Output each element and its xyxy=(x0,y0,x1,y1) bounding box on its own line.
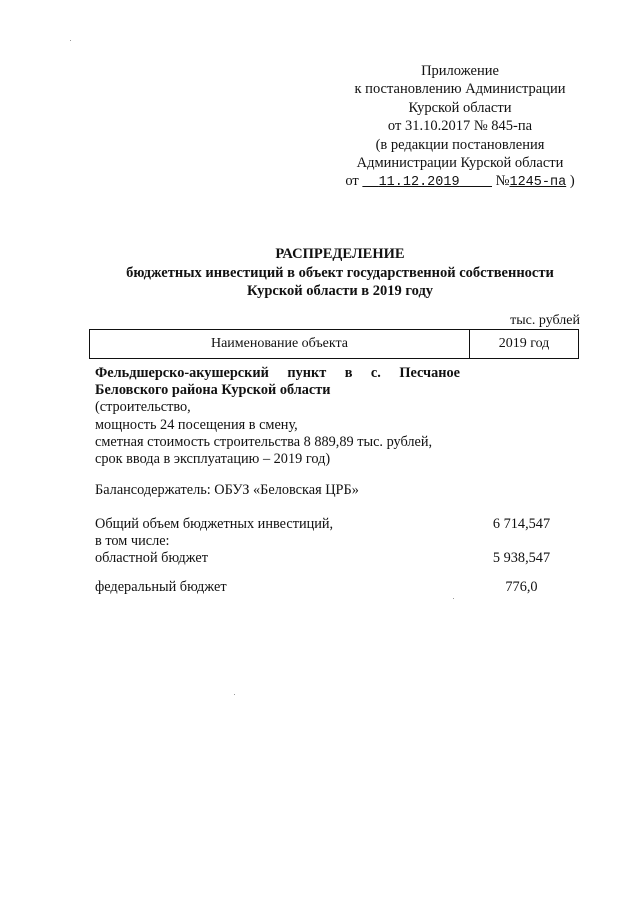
scan-speck xyxy=(234,694,235,695)
total-value: 6 714,547 xyxy=(492,516,551,532)
resolution-number: 1245-па xyxy=(509,175,567,191)
title-line-1: РАСПРЕДЕЛЕНИЕ xyxy=(275,246,405,262)
federal-budget-label: федеральный бюджет xyxy=(95,579,227,595)
appendix-line-5: (в редакции постановления xyxy=(375,136,545,153)
column-header-year: 2019 год xyxy=(498,336,550,351)
date-prefix: от xyxy=(345,173,359,190)
number-prefix: № xyxy=(495,173,510,190)
column-header-name: Наименование объекта xyxy=(90,330,470,358)
appendix-line-1: Приложение xyxy=(421,63,499,79)
object-name-line-1: Фельдшерско-акушерский пункт в с. Песчаное xyxy=(95,365,460,381)
regional-budget-value: 5 938,547 xyxy=(492,550,551,566)
appendix-line-6: Администрации Курской области xyxy=(356,155,564,172)
appendix-line-2: к постановлению Администрации xyxy=(354,81,566,98)
object-detail-1: (строительство, xyxy=(95,399,191,416)
appendix-line-4: от 31.10.2017 № 845-па xyxy=(387,118,533,135)
total-label: Общий объем бюджетных инвестиций, xyxy=(95,516,334,532)
including-label: в том числе: xyxy=(95,533,170,549)
object-detail-3: сметная стоимость строительства 8 889,89 тыс. рублей, xyxy=(95,433,433,450)
object-detail-2: мощность 24 посещения в смену, xyxy=(95,416,298,433)
closing-paren: ) xyxy=(569,173,575,190)
object-detail-4: срок ввода в эксплуатацию – 2019 год) xyxy=(95,451,331,468)
table-header xyxy=(89,329,579,359)
appendix-line-date xyxy=(340,172,580,192)
object-description xyxy=(95,365,460,468)
appendix-block xyxy=(340,62,580,193)
object-name-line-2: Беловского района Курской области xyxy=(95,382,331,399)
federal-budget-value: 776,0 xyxy=(505,579,538,595)
title-line-2: бюджетных инвестиций в объект государственной собственности xyxy=(126,264,554,281)
appendix-line-3: Курской области xyxy=(408,99,512,116)
document-title xyxy=(60,245,620,301)
balance-holder: Балансодержатель: ОБУЗ «Беловская ЦРБ» xyxy=(95,482,359,498)
scan-speck xyxy=(453,598,454,599)
unit-label: тыс. рублей xyxy=(510,313,580,328)
resolution-date: 11.12.2019 xyxy=(378,175,460,191)
regional-budget-label: областной бюджет xyxy=(95,550,208,566)
title-line-3: Курской области в 2019 году xyxy=(246,283,434,299)
scan-speck xyxy=(70,40,71,41)
